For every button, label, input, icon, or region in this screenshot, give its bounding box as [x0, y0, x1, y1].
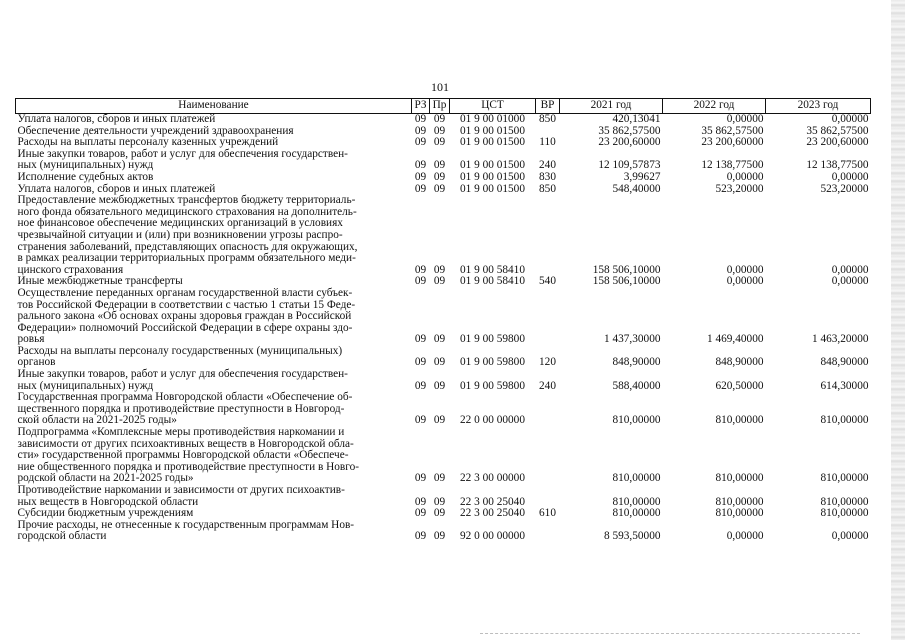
row-vr: 240 [539, 379, 556, 392]
row-2022: 0,00000 [726, 275, 764, 288]
row-2023: 35 862,57500 [806, 124, 869, 137]
row-2023: 523,20000 [820, 182, 869, 195]
row-2023: 12 138,77500 [806, 159, 869, 172]
header-pr: Пр [430, 99, 450, 114]
row-vr [536, 288, 560, 346]
row-pr: 09 [433, 472, 446, 485]
row-2023: 848,90000 [820, 356, 869, 369]
row-2023: 810,00000 [820, 495, 869, 508]
row-2022: 620,50000 [715, 379, 764, 392]
header-cst: ЦСТ [450, 99, 536, 114]
row-pr: 09 [433, 333, 446, 346]
row-cst: 22 0 00 00000 [460, 414, 525, 427]
row-pr: 09 [433, 136, 446, 149]
row-2021: 810,00000 [612, 472, 661, 485]
row-name-line: родской области на 2021-2025 годы» [17, 472, 194, 485]
row-rz: 09 [414, 414, 427, 427]
row-vr: 540 [539, 275, 556, 288]
row-rz: 09 [414, 530, 427, 543]
row-name-line: рального закона «Об основах охраны здоровья граждан в Российской [17, 310, 352, 323]
row-name-line: Обеспечение деятельности учреждений здравоохранения [17, 124, 294, 137]
row-rz: 09 [414, 124, 427, 137]
row-vr [536, 392, 560, 427]
row-name [16, 485, 412, 508]
row-2021: 23 200,60000 [598, 136, 661, 149]
row-name [16, 195, 412, 276]
row-2021: 1 437,30000 [604, 333, 661, 346]
row-2023: 0,00000 [831, 263, 869, 276]
row-name-line: Государственная программа Новгородской области «Обеспечение об- [17, 391, 353, 404]
row-pr: 09 [433, 356, 446, 369]
table-row [16, 346, 871, 369]
row-name [16, 520, 412, 543]
header-2022: 2022 год [663, 99, 766, 114]
table-row [16, 288, 871, 346]
row-vr: 240 [539, 159, 556, 172]
budget-table [15, 98, 871, 543]
row-2022: 523,20000 [715, 182, 764, 195]
row-rz: 09 [414, 113, 427, 125]
row-name-line: тов Российской Федерации в соответствии с частью 1 статьи 15 Феде- [17, 298, 356, 311]
row-2022: 0,00000 [726, 113, 764, 125]
row-cst: 01 9 00 01500 [460, 136, 525, 149]
row-pr: 09 [433, 170, 446, 183]
table-header-row [16, 99, 871, 114]
row-2022: 810,00000 [715, 414, 764, 427]
table-row [16, 392, 871, 427]
table-row [16, 369, 871, 392]
row-cst: 01 9 00 01500 [460, 182, 525, 195]
row-rz: 09 [414, 379, 427, 392]
row-name [16, 369, 412, 392]
row-2023: 23 200,60000 [806, 136, 869, 149]
row-rz: 09 [414, 275, 427, 288]
row-2023: 614,30000 [820, 379, 869, 392]
row-pr: 09 [433, 263, 446, 276]
header-vr: ВР [536, 99, 560, 114]
row-vr: 830 [539, 170, 556, 183]
row-name [16, 288, 412, 346]
row-2021: 3,99627 [623, 170, 661, 183]
row-2023: 0,00000 [831, 530, 869, 543]
row-name-line: ской области на 2021-2025 годы» [17, 414, 177, 427]
row-pr: 09 [433, 507, 446, 520]
table-body [16, 114, 871, 543]
row-rz: 09 [414, 356, 427, 369]
row-pr: 09 [433, 159, 446, 172]
row-name-line: городской области [17, 530, 107, 543]
row-name-line: Иные закупки товаров, работ и услуг для обеспечения государствен- [17, 147, 348, 160]
row-vr [536, 195, 560, 276]
row-name-line: Уплата налогов, сборов и иных платежей [17, 113, 216, 125]
row-name-line: ное финансовое обеспечение медицинских организаций в условиях [17, 217, 343, 230]
row-name-line: Федерации» полномочий Российской Федерации в сфере охраны здо- [17, 321, 353, 334]
row-name [16, 427, 412, 485]
row-cst: 22 3 00 25040 [460, 495, 525, 508]
row-rz: 09 [414, 136, 427, 149]
row-pr: 09 [433, 124, 446, 137]
row-2021: 12 109,57873 [598, 159, 661, 172]
row-2021: 420,13041 [612, 113, 661, 125]
row-cst: 92 0 00 00000 [460, 530, 525, 543]
row-name-line: Осуществление переданных органам государственной власти субъек- [17, 286, 353, 299]
row-name-line: Прочие расходы, не отнесенные к государственным программам Нов- [17, 518, 355, 531]
row-cst: 22 3 00 25040 [460, 507, 525, 520]
row-name-line: Иные межбюджетные трансферты [17, 275, 183, 288]
header-rz: РЗ [412, 99, 430, 114]
page-number: 101 [431, 80, 449, 94]
row-vr: 850 [539, 113, 556, 125]
row-2023: 810,00000 [820, 507, 869, 520]
row-2022: 810,00000 [715, 472, 764, 485]
row-pr: 09 [433, 414, 446, 427]
row-name [16, 149, 412, 172]
row-name-line: органов [17, 356, 56, 369]
row-name-line: Противодействие наркомании и зависимости от других психоактив- [17, 484, 345, 496]
row-name-line: ных веществ в Новгородской области [17, 495, 199, 508]
row-rz: 09 [414, 495, 427, 508]
row-2022: 1 469,40000 [707, 333, 764, 346]
row-name-line: сти» государственной программы Новгородской области «Обеспече- [17, 449, 349, 462]
row-2021: 810,00000 [612, 495, 661, 508]
row-vr: 110 [539, 136, 556, 149]
row-2022: 12 138,77500 [701, 159, 764, 172]
row-2021: 848,90000 [612, 356, 661, 369]
row-vr [536, 520, 560, 543]
row-cst: 01 9 00 01500 [460, 159, 525, 172]
row-2021: 158 506,10000 [592, 275, 661, 288]
row-rz: 09 [414, 507, 427, 520]
row-pr: 09 [433, 379, 446, 392]
row-cst: 01 9 00 01500 [460, 170, 525, 183]
row-cst: 01 9 00 59800 [460, 356, 525, 369]
row-rz: 09 [414, 263, 427, 276]
row-2022: 810,00000 [715, 507, 764, 520]
row-name-line: Предоставление межбюджетных трансфертов бюджету территориаль- [17, 194, 356, 207]
row-pr: 09 [433, 495, 446, 508]
row-name-line: ных (муниципальных) нужд [17, 159, 154, 172]
header-2021: 2021 год [560, 99, 663, 114]
table-row [16, 520, 871, 543]
row-2022: 35 862,57500 [701, 124, 764, 137]
row-cst: 01 9 00 01000 [460, 113, 525, 125]
row-2021: 810,00000 [612, 507, 661, 520]
row-2022: 848,90000 [715, 356, 764, 369]
table-row [16, 172, 871, 184]
row-vr: 120 [539, 356, 556, 369]
row-name-line: Субсидии бюджетным учреждениям [17, 507, 194, 520]
row-vr: 850 [539, 182, 556, 195]
row-2022: 23 200,60000 [701, 136, 764, 149]
table-row [16, 195, 871, 276]
row-name-line: Расходы на выплаты персоналу государственных (муниципальных) [17, 344, 343, 357]
row-rz: 09 [414, 170, 427, 183]
row-name-line: Иные закупки товаров, работ и услуг для обеспечения государствен- [17, 368, 348, 381]
row-2023: 0,00000 [831, 275, 869, 288]
row-name-line: ных (муниципальных) нужд [17, 379, 154, 392]
row-2022: 810,00000 [715, 495, 764, 508]
row-name [16, 114, 412, 126]
row-name-line: Исполнение судебных актов [17, 170, 154, 183]
row-name-line: чрезвычайной ситуации и (или) при возникновении угрозы распро- [17, 228, 343, 241]
row-rz: 09 [414, 333, 427, 346]
table-row [16, 114, 871, 126]
row-rz: 09 [414, 159, 427, 172]
row-pr: 09 [433, 275, 446, 288]
row-vr: 610 [539, 507, 556, 520]
row-2022: 0,00000 [726, 530, 764, 543]
row-name [16, 346, 412, 369]
row-rz: 09 [414, 182, 427, 195]
scan-artifact-line [480, 633, 860, 634]
row-name-line: странения заболеваний, представляющих опасность для окружающих, [17, 240, 358, 253]
row-2021: 548,40000 [612, 182, 661, 195]
row-name-line: щественного порядка и противодействие преступности в Новгород- [17, 402, 345, 415]
row-name-line: Подпрограмма «Комплексные меры противодействия наркомании и [17, 426, 345, 439]
row-name-line: зависимости от других психоактивных веществ в Новгородской обла- [17, 437, 354, 450]
row-2021: 8 593,50000 [604, 530, 661, 543]
row-2021: 588,40000 [612, 379, 661, 392]
row-2023: 0,00000 [831, 170, 869, 183]
row-2023: 1 463,20000 [812, 333, 869, 346]
row-pr: 09 [433, 182, 446, 195]
table-row [16, 427, 871, 485]
row-cst: 01 9 00 01500 [460, 124, 525, 137]
row-name-line: ного фонда обязательного медицинского страхования на дополнитель- [17, 205, 357, 218]
row-name-line: Расходы на выплаты персоналу казенных учреждений [17, 136, 279, 149]
row-name-line: ровья [17, 333, 45, 346]
row-2021: 158 506,10000 [592, 263, 661, 276]
header-2023: 2023 год [766, 99, 871, 114]
row-2021: 810,00000 [612, 414, 661, 427]
row-name [16, 392, 412, 427]
row-2023: 810,00000 [820, 472, 869, 485]
row-vr [536, 427, 560, 485]
row-cst: 01 9 00 59800 [460, 379, 525, 392]
row-name-line: ние общественного порядка и противодействие преступности в Новго- [17, 460, 360, 473]
row-name-line: Уплата налогов, сборов и иных платежей [17, 182, 216, 195]
row-cst: 22 3 00 00000 [460, 472, 525, 485]
row-2021: 35 862,57500 [598, 124, 661, 137]
row-name-line: цинского страхования [17, 263, 124, 276]
row-cst: 01 9 00 59800 [460, 333, 525, 346]
row-2023: 0,00000 [831, 113, 869, 125]
row-2022: 0,00000 [726, 263, 764, 276]
row-2023: 810,00000 [820, 414, 869, 427]
table-row [16, 149, 871, 172]
row-pr: 09 [433, 113, 446, 125]
row-2022: 0,00000 [726, 170, 764, 183]
row-cst: 01 9 00 58410 [460, 275, 525, 288]
row-rz: 09 [414, 472, 427, 485]
table-row [16, 485, 871, 508]
row-pr: 09 [433, 530, 446, 543]
scan-edge [891, 0, 905, 640]
row-vr [536, 485, 560, 508]
row-cst: 01 9 00 58410 [460, 263, 525, 276]
row-name [16, 172, 412, 184]
header-name: Наименование [16, 99, 412, 114]
row-name-line: в рамках реализации территориальных программ обязательного меди- [17, 252, 356, 265]
